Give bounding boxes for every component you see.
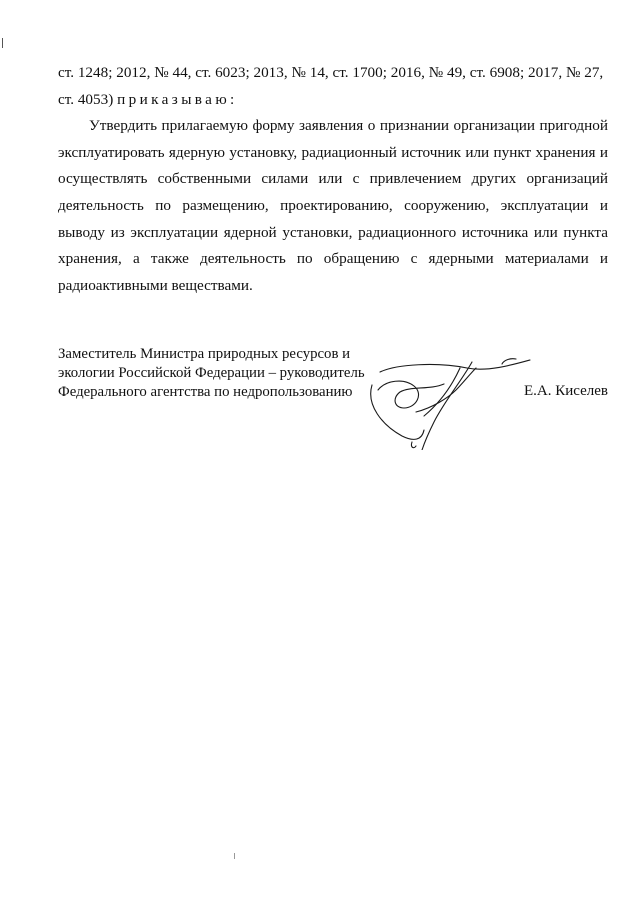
order-word: приказываю:	[117, 90, 238, 108]
position-line-3: Федерального агентства по недропользованию	[58, 384, 353, 400]
decree-paragraph: Утвердить прилагаемую форму заявления о признании организации пригодной эксплуатировать ядерную установку, радиационный источник или пункт хранения и осуществлять собственными силами или с привлечением других организаций деятельность по размещению, проектированию, сооружению, эксплуатации и выводу из эксплуатации ядерной установки, радиационного источника или пункта хранения, а также деятельность по обращению с ядерными материалами и радиоактивными веществами.	[58, 117, 608, 294]
intro-line-1: ст. 1248; 2012, № 44, ст. 6023; 2013, № 14, ст. 1700; 2016, № 49, ст. 6908; 2017, № 27,	[58, 64, 604, 81]
position-line-2: экологии Российской Федерации – руководитель	[58, 365, 365, 381]
scan-speck	[234, 853, 235, 859]
signatory-position	[58, 345, 365, 402]
intro-line-2-start: ст. 4053)	[58, 90, 118, 108]
position-line-1: Заместитель Министра природных ресурсов и	[58, 346, 351, 362]
handwritten-signature	[352, 350, 552, 450]
scan-edge-mark	[2, 38, 3, 48]
signer-name: Е.А. Киселев	[524, 383, 609, 399]
document-body	[58, 60, 608, 299]
intro-paragraph	[58, 60, 608, 113]
